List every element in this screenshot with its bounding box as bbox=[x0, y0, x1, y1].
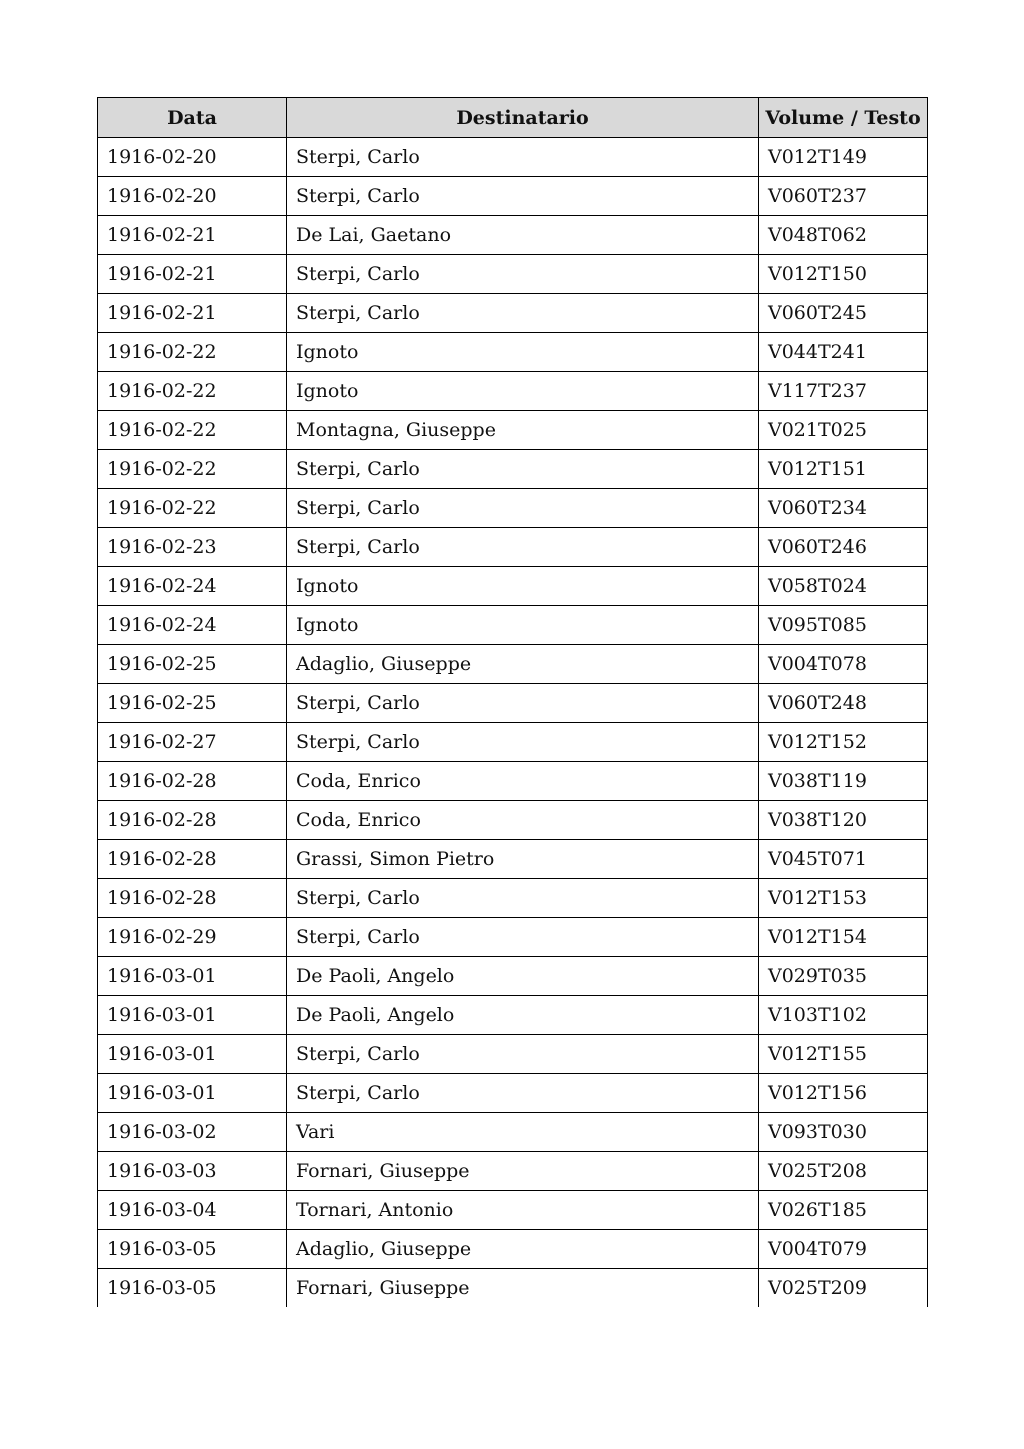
cell-volume-text: V117T237 bbox=[759, 372, 928, 411]
cell-volume-text: V012T150 bbox=[759, 255, 928, 294]
cell-date: 1916-03-01 bbox=[98, 1035, 287, 1074]
table-row bbox=[98, 996, 928, 1035]
cell-recipient: Montagna, Giuseppe bbox=[287, 411, 759, 450]
cell-date: 1916-03-01 bbox=[98, 996, 287, 1035]
cell-volume-text: V058T024 bbox=[759, 567, 928, 606]
cell-date: 1916-02-25 bbox=[98, 645, 287, 684]
cell-recipient: Ignoto bbox=[287, 333, 759, 372]
cell-date: 1916-02-22 bbox=[98, 450, 287, 489]
cell-date: 1916-03-01 bbox=[98, 1074, 287, 1113]
cell-recipient: Sterpi, Carlo bbox=[287, 255, 759, 294]
cell-recipient: Sterpi, Carlo bbox=[287, 1035, 759, 1074]
cell-date: 1916-02-25 bbox=[98, 684, 287, 723]
table-row bbox=[98, 216, 928, 255]
cell-recipient: Sterpi, Carlo bbox=[287, 138, 759, 177]
cell-volume-text: V012T149 bbox=[759, 138, 928, 177]
table-row bbox=[98, 879, 928, 918]
cell-recipient: Coda, Enrico bbox=[287, 762, 759, 801]
cell-date: 1916-02-28 bbox=[98, 879, 287, 918]
cell-recipient: Ignoto bbox=[287, 372, 759, 411]
table-body bbox=[98, 138, 928, 1308]
cell-recipient: Ignoto bbox=[287, 606, 759, 645]
table-row bbox=[98, 567, 928, 606]
cell-volume-text: V012T156 bbox=[759, 1074, 928, 1113]
cell-volume-text: V045T071 bbox=[759, 840, 928, 879]
table-row bbox=[98, 1074, 928, 1113]
cell-date: 1916-03-04 bbox=[98, 1191, 287, 1230]
cell-volume-text: V060T234 bbox=[759, 489, 928, 528]
cell-recipient: Sterpi, Carlo bbox=[287, 489, 759, 528]
cell-date: 1916-02-21 bbox=[98, 216, 287, 255]
cell-date: 1916-02-24 bbox=[98, 567, 287, 606]
cell-recipient: Sterpi, Carlo bbox=[287, 918, 759, 957]
table-row bbox=[98, 762, 928, 801]
cell-volume-text: V093T030 bbox=[759, 1113, 928, 1152]
cell-recipient: Sterpi, Carlo bbox=[287, 528, 759, 567]
cell-date: 1916-02-28 bbox=[98, 801, 287, 840]
table-row bbox=[98, 684, 928, 723]
cell-recipient: Sterpi, Carlo bbox=[287, 294, 759, 333]
table-row bbox=[98, 528, 928, 567]
cell-volume-text: V012T152 bbox=[759, 723, 928, 762]
cell-volume-text: V060T237 bbox=[759, 177, 928, 216]
cell-recipient: Fornari, Giuseppe bbox=[287, 1269, 759, 1308]
cell-volume-text: V026T185 bbox=[759, 1191, 928, 1230]
cell-date: 1916-02-21 bbox=[98, 294, 287, 333]
cell-recipient: Sterpi, Carlo bbox=[287, 723, 759, 762]
cell-volume-text: V060T245 bbox=[759, 294, 928, 333]
column-header-recipient: Destinatario bbox=[287, 98, 759, 138]
cell-volume-text: V060T246 bbox=[759, 528, 928, 567]
cell-volume-text: V029T035 bbox=[759, 957, 928, 996]
table-row bbox=[98, 489, 928, 528]
cell-recipient: De Paoli, Angelo bbox=[287, 957, 759, 996]
table-row bbox=[98, 333, 928, 372]
table-row bbox=[98, 918, 928, 957]
header-row bbox=[98, 98, 928, 138]
cell-recipient: Vari bbox=[287, 1113, 759, 1152]
cell-volume-text: V060T248 bbox=[759, 684, 928, 723]
cell-date: 1916-03-01 bbox=[98, 957, 287, 996]
cell-date: 1916-03-05 bbox=[98, 1269, 287, 1308]
table-row bbox=[98, 1230, 928, 1269]
cell-recipient: Sterpi, Carlo bbox=[287, 1074, 759, 1113]
cell-volume-text: V012T154 bbox=[759, 918, 928, 957]
cell-recipient: Tornari, Antonio bbox=[287, 1191, 759, 1230]
cell-volume-text: V012T155 bbox=[759, 1035, 928, 1074]
cell-date: 1916-02-20 bbox=[98, 138, 287, 177]
table-row bbox=[98, 255, 928, 294]
letters-table bbox=[97, 97, 928, 1307]
cell-date: 1916-02-22 bbox=[98, 411, 287, 450]
table-row bbox=[98, 957, 928, 996]
cell-recipient: Fornari, Giuseppe bbox=[287, 1152, 759, 1191]
cell-volume-text: V012T151 bbox=[759, 450, 928, 489]
cell-recipient: Sterpi, Carlo bbox=[287, 450, 759, 489]
cell-recipient: Sterpi, Carlo bbox=[287, 879, 759, 918]
cell-volume-text: V095T085 bbox=[759, 606, 928, 645]
column-header-volume-text: Volume / Testo bbox=[759, 98, 928, 138]
cell-recipient: Coda, Enrico bbox=[287, 801, 759, 840]
table-row bbox=[98, 1269, 928, 1308]
table-row bbox=[98, 606, 928, 645]
table-row bbox=[98, 1035, 928, 1074]
table-row bbox=[98, 723, 928, 762]
table-row bbox=[98, 1191, 928, 1230]
cell-date: 1916-02-24 bbox=[98, 606, 287, 645]
cell-recipient: Sterpi, Carlo bbox=[287, 177, 759, 216]
cell-date: 1916-03-02 bbox=[98, 1113, 287, 1152]
cell-recipient: De Lai, Gaetano bbox=[287, 216, 759, 255]
cell-volume-text: V004T079 bbox=[759, 1230, 928, 1269]
cell-recipient: Ignoto bbox=[287, 567, 759, 606]
cell-date: 1916-02-20 bbox=[98, 177, 287, 216]
table-row bbox=[98, 801, 928, 840]
cell-volume-text: V004T078 bbox=[759, 645, 928, 684]
cell-volume-text: V048T062 bbox=[759, 216, 928, 255]
cell-date: 1916-02-28 bbox=[98, 762, 287, 801]
table-row bbox=[98, 177, 928, 216]
cell-date: 1916-02-28 bbox=[98, 840, 287, 879]
cell-recipient: De Paoli, Angelo bbox=[287, 996, 759, 1035]
cell-volume-text: V044T241 bbox=[759, 333, 928, 372]
table-header bbox=[98, 98, 928, 138]
cell-volume-text: V012T153 bbox=[759, 879, 928, 918]
cell-volume-text: V038T120 bbox=[759, 801, 928, 840]
cell-recipient: Grassi, Simon Pietro bbox=[287, 840, 759, 879]
cell-date: 1916-02-27 bbox=[98, 723, 287, 762]
cell-recipient: Adaglio, Giuseppe bbox=[287, 1230, 759, 1269]
cell-date: 1916-02-22 bbox=[98, 333, 287, 372]
table-row bbox=[98, 1152, 928, 1191]
cell-recipient: Adaglio, Giuseppe bbox=[287, 645, 759, 684]
table-row bbox=[98, 372, 928, 411]
cell-volume-text: V038T119 bbox=[759, 762, 928, 801]
cell-date: 1916-03-03 bbox=[98, 1152, 287, 1191]
table-row bbox=[98, 138, 928, 177]
cell-date: 1916-03-05 bbox=[98, 1230, 287, 1269]
table-row bbox=[98, 840, 928, 879]
table-row bbox=[98, 411, 928, 450]
table-row bbox=[98, 645, 928, 684]
cell-date: 1916-02-22 bbox=[98, 489, 287, 528]
table-row bbox=[98, 294, 928, 333]
cell-date: 1916-02-23 bbox=[98, 528, 287, 567]
cell-date: 1916-02-21 bbox=[98, 255, 287, 294]
cell-volume-text: V021T025 bbox=[759, 411, 928, 450]
table-row bbox=[98, 1113, 928, 1152]
cell-volume-text: V025T209 bbox=[759, 1269, 928, 1308]
cell-date: 1916-02-29 bbox=[98, 918, 287, 957]
cell-volume-text: V025T208 bbox=[759, 1152, 928, 1191]
column-header-date: Data bbox=[98, 98, 287, 138]
cell-volume-text: V103T102 bbox=[759, 996, 928, 1035]
cell-date: 1916-02-22 bbox=[98, 372, 287, 411]
cell-recipient: Sterpi, Carlo bbox=[287, 684, 759, 723]
table-row bbox=[98, 450, 928, 489]
